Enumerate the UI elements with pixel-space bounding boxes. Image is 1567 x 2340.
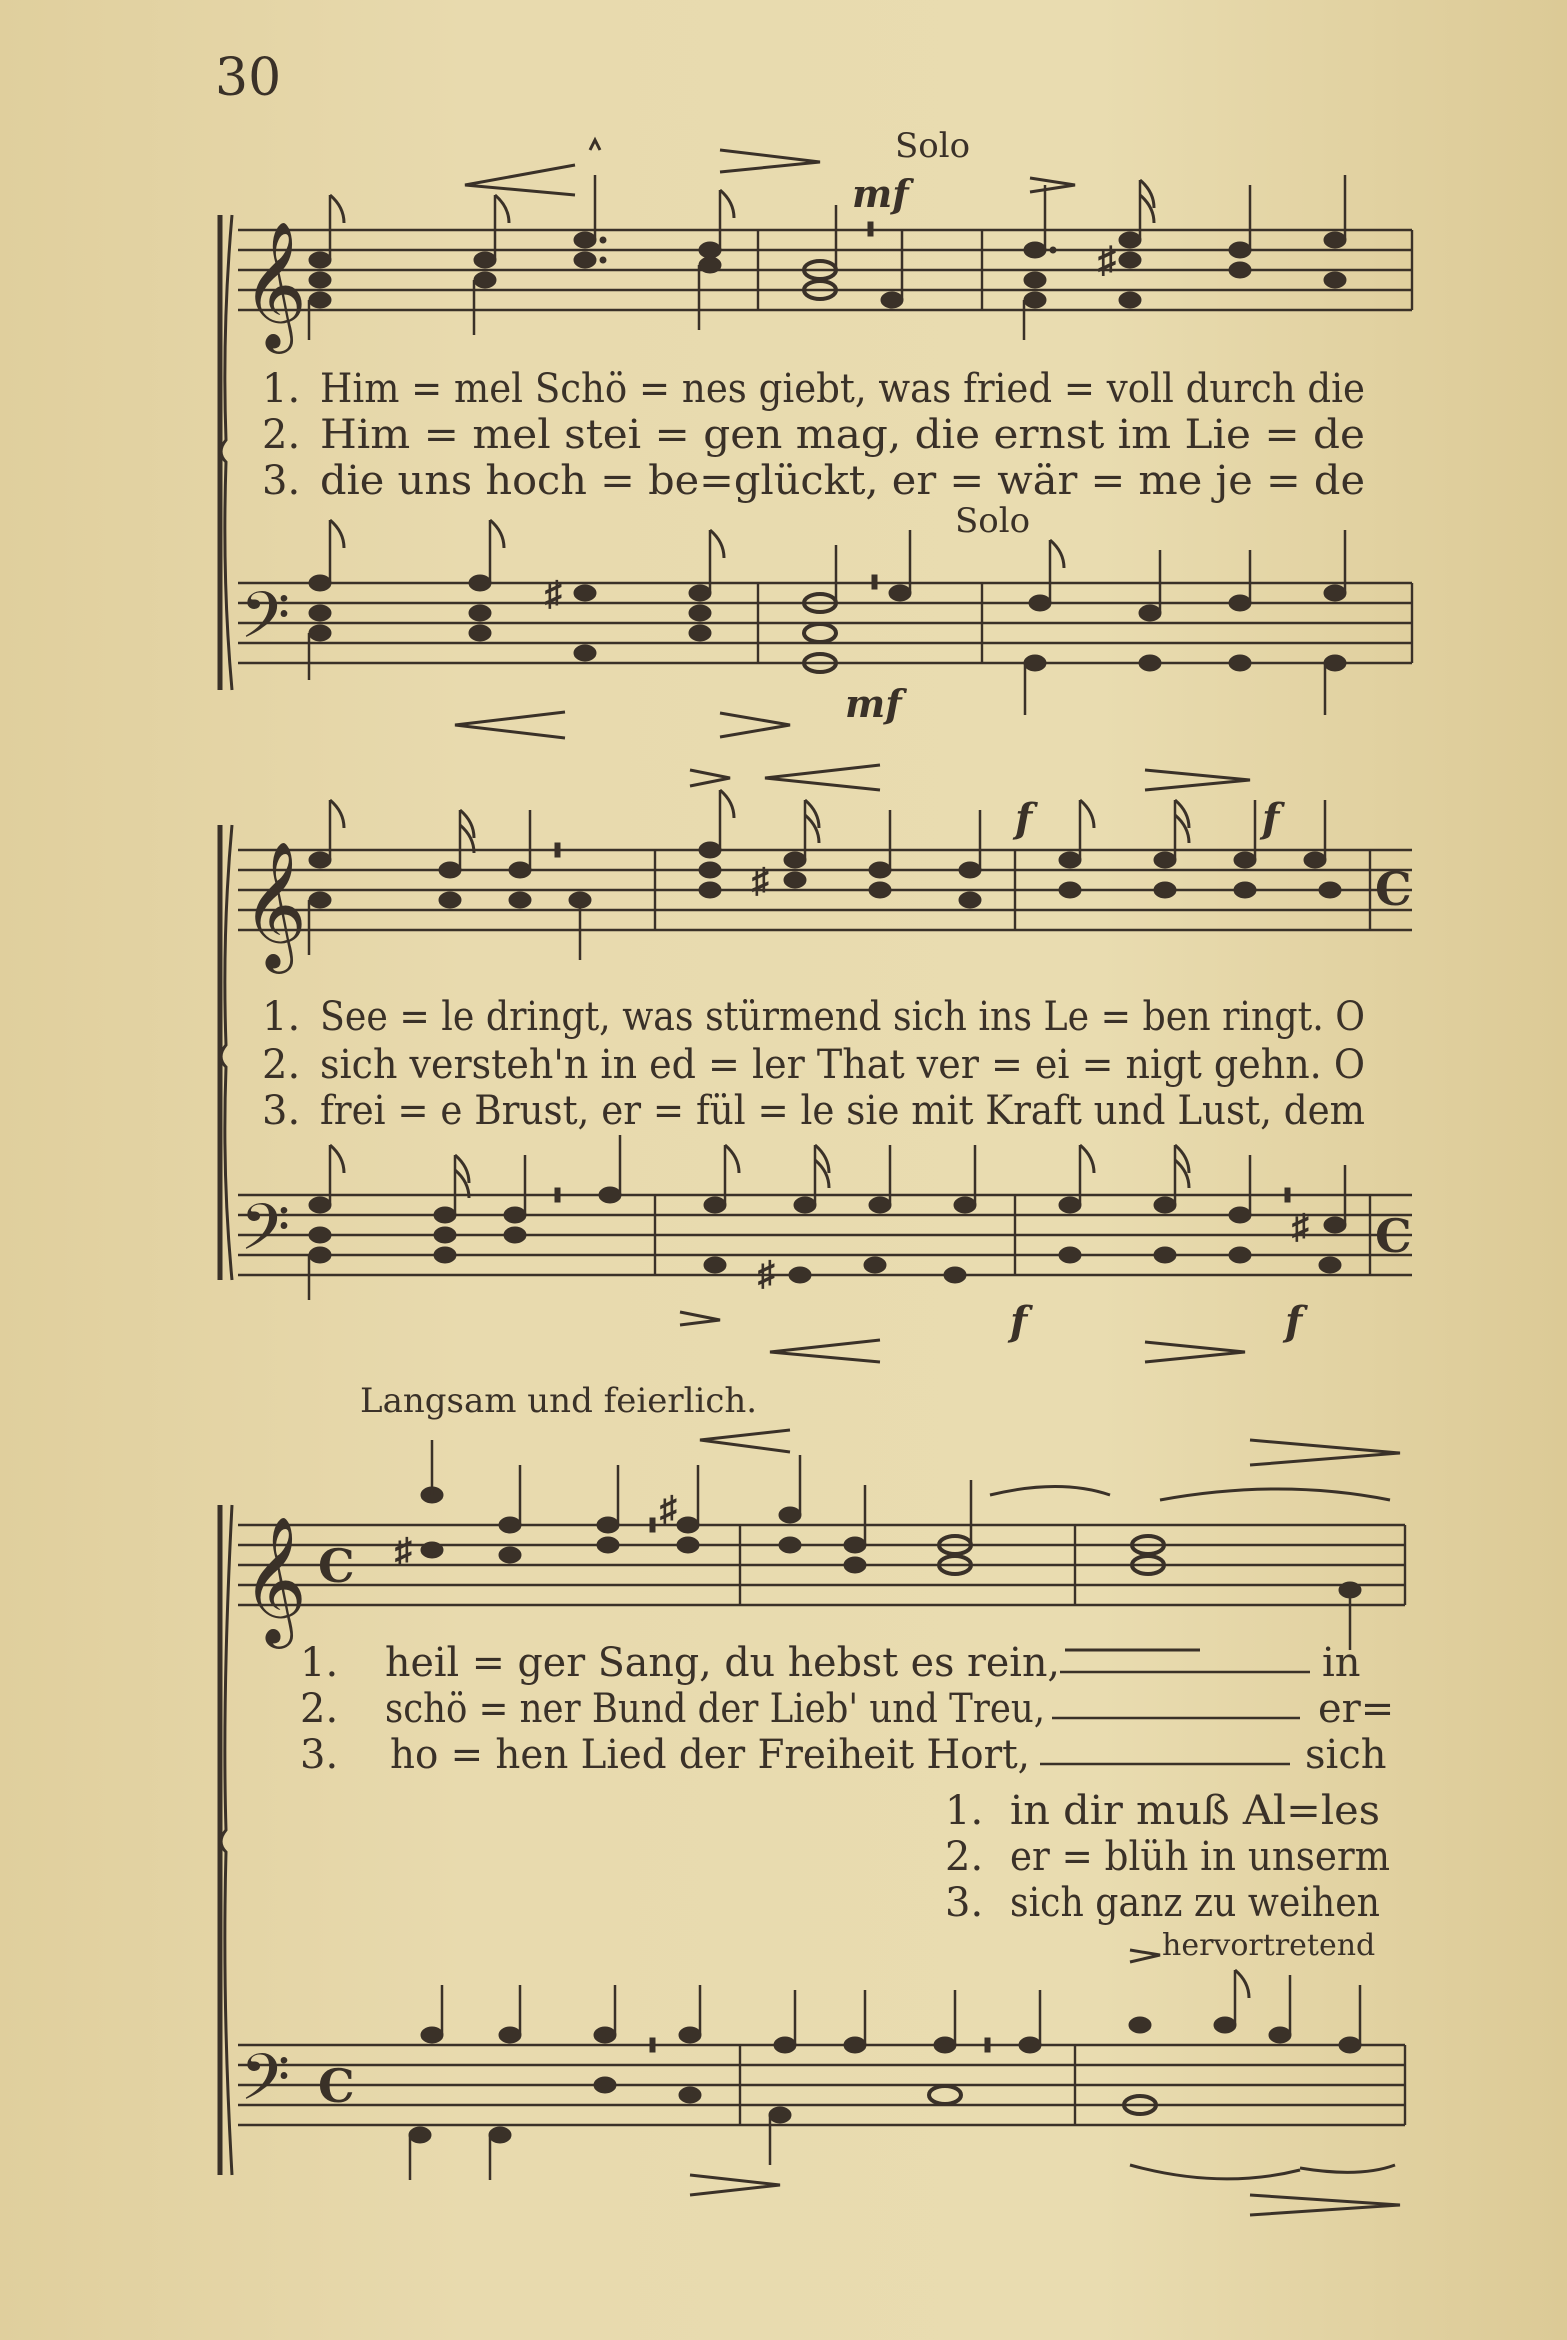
verse-2-end: er= xyxy=(1318,1686,1395,1732)
accent-mark xyxy=(1130,1950,1160,1962)
svg-text:♯: ♯ xyxy=(752,863,769,900)
treble-clef-icon: 𝄞 xyxy=(242,1515,308,1643)
solo-label-top: Solo xyxy=(895,126,971,166)
system-1 xyxy=(220,126,1412,738)
verse-2-number: 2. xyxy=(300,1686,339,1732)
verse-1-line: See = le dringt, was stürmend sich ins Le = ben ringt. O xyxy=(320,994,1365,1040)
verse-3-number: 3. xyxy=(300,1732,339,1778)
treble-notes-2 xyxy=(309,790,1341,960)
page-number: 30 xyxy=(215,48,282,108)
verse-3-line: frei = e Brust, er = fül = le sie mit Kraft und Lust, dem xyxy=(320,1088,1365,1134)
dynamic-f-top-1: f xyxy=(1015,795,1033,842)
bass-clef-icon: 𝄢 xyxy=(240,1191,291,1281)
system-brace xyxy=(221,825,232,1280)
dynamic-f-top-2: f xyxy=(1262,795,1280,842)
verse-3-number: 3. xyxy=(262,458,301,504)
common-time-icon: C xyxy=(1375,862,1412,916)
bass-clef-icon: 𝄢 xyxy=(240,2041,291,2131)
common-time-icon: C xyxy=(318,1539,355,1593)
expression-marking: hervortretend xyxy=(1162,1928,1376,1963)
verse-3-end: sich xyxy=(1305,1732,1387,1778)
bass-verse-1-line: in dir muß Al=les xyxy=(1010,1788,1380,1834)
dynamic-mf-bottom: mf xyxy=(845,681,902,726)
common-time-icon: C xyxy=(1375,1209,1412,1263)
verses-system-1 xyxy=(262,366,1365,504)
system-3 xyxy=(220,1381,1405,2215)
svg-text:♯: ♯ xyxy=(660,1491,677,1528)
verse-3-line: die uns hoch = be=glückt, er = wär = me je = de xyxy=(320,458,1365,504)
treble-clef-icon: 𝄞 xyxy=(242,840,308,968)
bass-verse-2-line: er = blüh in unserm xyxy=(1010,1834,1390,1880)
treble-notes-1 xyxy=(309,175,1346,340)
svg-text:♯: ♯ xyxy=(1098,240,1116,280)
verse-1-number: 1. xyxy=(300,1640,339,1686)
verse-1-number: 1. xyxy=(262,994,301,1040)
verses-system-3 xyxy=(300,1640,1394,1926)
bass-verse-3-line: sich ganz zu weihen xyxy=(1010,1880,1380,1926)
verse-1-number: 1. xyxy=(262,366,301,412)
bass-staff-3 xyxy=(238,2045,1405,2125)
verse-1-line: heil = ger Sang, du hebst es rein, xyxy=(385,1640,1060,1686)
tempo-marking: Langsam und feierlich. xyxy=(360,1381,758,1421)
verse-2-number: 2. xyxy=(262,412,301,458)
bass-verse-1-number: 1. xyxy=(945,1788,984,1834)
verse-2-line: Him = mel stei = gen mag, die ernst im Lie = de xyxy=(320,412,1365,458)
bass-notes-3 xyxy=(409,1970,1361,2180)
verse-1-end: in xyxy=(1322,1640,1361,1686)
bass-notes-1 xyxy=(309,520,1346,715)
treble-staff-3 xyxy=(238,1525,1405,1605)
treble-clef-icon: 𝄞 xyxy=(242,220,308,348)
common-time-icon: C xyxy=(318,2059,355,2113)
svg-text:♯: ♯ xyxy=(545,576,562,613)
verse-2-number: 2. xyxy=(262,1042,301,1088)
solo-label-bottom: Solo xyxy=(955,501,1031,541)
verse-3-number: 3. xyxy=(262,1088,301,1134)
system-2 xyxy=(220,765,1412,1362)
dynamic-mf-top: mf xyxy=(852,171,909,216)
svg-text:♯: ♯ xyxy=(395,1533,412,1570)
dynamic-f-bottom-1: f xyxy=(1010,1298,1028,1345)
system-brace xyxy=(221,1505,232,2175)
verses-system-2 xyxy=(262,994,1365,1134)
bass-clef-icon: 𝄢 xyxy=(240,579,291,669)
bass-staff-2 xyxy=(238,1195,1412,1275)
verse-2-line: schö = ner Bund der Lieb' und Treu, xyxy=(385,1686,1045,1732)
svg-text:♯: ♯ xyxy=(758,1256,775,1293)
verse-3-line: ho = hen Lied der Freiheit Hort, xyxy=(390,1732,1030,1778)
dynamic-f-bottom-2: f xyxy=(1285,1298,1303,1345)
bass-verse-2-number: 2. xyxy=(945,1834,984,1880)
system-brace xyxy=(221,215,232,690)
verse-1-line: Him = mel Schö = nes giebt, was fried = voll durch die xyxy=(320,366,1365,412)
verse-2-line: sich versteh'n in ed = ler That ver = ei = nigt gehn. O xyxy=(320,1042,1365,1088)
svg-text:♯: ♯ xyxy=(1292,1209,1309,1246)
bass-verse-3-number: 3. xyxy=(945,1880,984,1926)
